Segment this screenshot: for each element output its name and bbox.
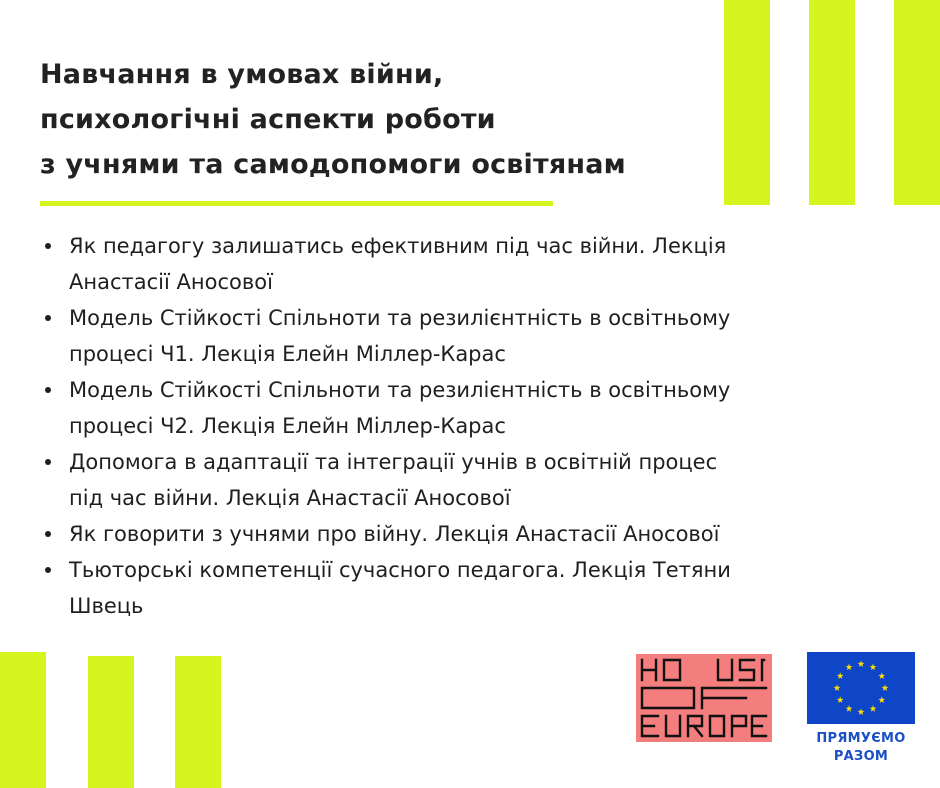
accent-stripe-top-1 bbox=[724, 0, 770, 205]
lecture-list bbox=[40, 228, 920, 624]
lecture-line: Як педагогу залишатись ефективним під час війни. Лекція bbox=[69, 234, 727, 258]
eu-star-icon bbox=[870, 705, 877, 712]
lecture-line: Модель Стійкості Спільноти та резилієнтність в освітньому bbox=[69, 378, 731, 402]
title-line-2: психологічні аспекти роботи bbox=[40, 104, 496, 135]
accent-stripe-bottom-2 bbox=[88, 656, 134, 788]
bullet-icon bbox=[45, 387, 51, 393]
lecture-item bbox=[40, 372, 920, 444]
lecture-item bbox=[40, 300, 920, 372]
lecture-item bbox=[40, 444, 920, 516]
page-title bbox=[40, 52, 730, 187]
eu-star-icon bbox=[870, 664, 877, 671]
eu-caption-line-1: ПРЯМУЄМО bbox=[816, 731, 906, 746]
house-of-europe-logo bbox=[636, 654, 772, 742]
eu-star-icon bbox=[878, 672, 885, 679]
lecture-line: під час війни. Лекція Анастасії Аносової bbox=[69, 486, 511, 510]
lecture-line: Швець bbox=[69, 594, 144, 618]
eu-star-icon bbox=[858, 708, 865, 715]
lecture-line: Модель Стійкості Спільноти та резилієнтність в освітньому bbox=[69, 306, 731, 330]
house-of-europe-wordmark bbox=[636, 654, 772, 742]
title-underline bbox=[40, 201, 553, 206]
accent-stripe-top-2 bbox=[809, 0, 855, 205]
eu-star-icon bbox=[837, 672, 844, 679]
bullet-icon bbox=[45, 459, 51, 465]
bullet-icon bbox=[45, 567, 51, 573]
bullet-icon bbox=[45, 243, 51, 249]
eu-star-icon bbox=[858, 660, 865, 667]
lecture-line: процесі Ч1. Лекція Елейн Міллер-Карас bbox=[69, 342, 506, 366]
lecture-item bbox=[40, 516, 920, 552]
eu-caption-line-2: РАЗОМ bbox=[833, 749, 889, 764]
eu-star-icon bbox=[846, 664, 853, 671]
lecture-line: Тьюторські компетенції сучасного педагога. Лекція Тетяни bbox=[69, 558, 731, 582]
eu-star-icon bbox=[834, 684, 841, 691]
eu-star-icon bbox=[846, 705, 853, 712]
lecture-line: Допомога в адаптації та інтеграції учнів в освітній процес bbox=[69, 450, 718, 474]
lecture-line: Як говорити з учнями про війну. Лекція Анастасії Аносової bbox=[69, 522, 720, 546]
bullet-icon bbox=[45, 531, 51, 537]
accent-stripe-bottom-3 bbox=[175, 656, 221, 788]
lecture-line: процесі Ч2. Лекція Елейн Міллер-Карас bbox=[69, 414, 506, 438]
accent-stripe-bottom-1 bbox=[0, 652, 46, 788]
eu-star-icon bbox=[882, 684, 889, 691]
title-line-1: Навчання в умовах війни, bbox=[40, 59, 444, 90]
bullet-icon bbox=[45, 315, 51, 321]
eu-stars-icon bbox=[807, 652, 915, 724]
lecture-line: Анастасії Аносової bbox=[69, 270, 273, 294]
lecture-item bbox=[40, 552, 920, 624]
eu-logo bbox=[807, 652, 917, 776]
eu-star-icon bbox=[837, 696, 844, 703]
title-line-3: з учнями та самодопомоги освітянам bbox=[40, 149, 626, 180]
eu-star-icon bbox=[878, 696, 885, 703]
lecture-item bbox=[40, 228, 920, 300]
eu-flag-icon bbox=[807, 652, 915, 724]
accent-stripe-top-3 bbox=[894, 0, 940, 205]
